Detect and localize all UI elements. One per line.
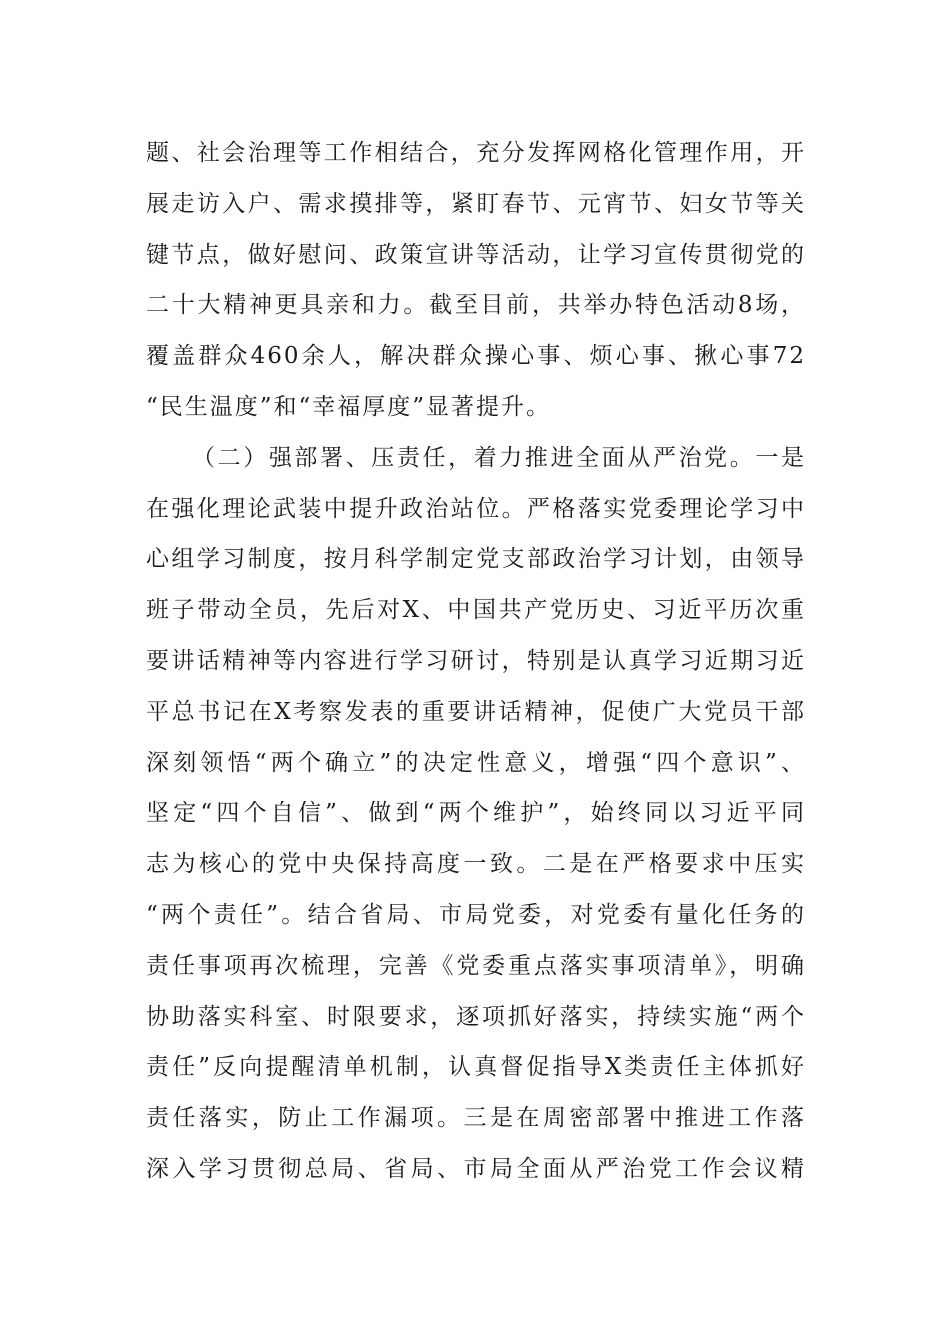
body-text xyxy=(146,128,806,1195)
text-line: 责任”反向提醒清单机制，认真督促指导X类责任主体抓好 xyxy=(146,1054,806,1081)
text-line: 覆盖群众460余人，解决群众操心事、烦心事、揪心事72 xyxy=(146,343,806,370)
text-line: 深刻领悟“两个确立”的决定性意义，增强“四个意识”、 xyxy=(146,749,806,776)
text-line: 志为核心的党中央保持高度一致。二是在严格要求中压实 xyxy=(146,851,806,878)
text-line: 二十大精神更具亲和力。截至目前，共举办特色活动8场， xyxy=(146,292,806,319)
text-line: 坚定“四个自信”、做到“两个维护”，始终同以习近平同 xyxy=(146,800,806,827)
text-line: 平总书记在X考察发表的重要讲话精神，促使广大党员干部 xyxy=(146,698,806,725)
text-line: 责任事项再次梳理，完善《党委重点落实事项清单》，明确 xyxy=(146,952,806,979)
text-line: 深入学习贯彻总局、省局、市局全面从严治党工作会议精 xyxy=(146,1155,806,1182)
text-line: 要讲话精神等内容进行学习研讨，特别是认真学习近期习近 xyxy=(146,647,806,674)
text-line: “民生温度”和“幸福厚度”显著提升。 xyxy=(146,393,552,420)
text-line: 心组学习制度，按月科学制定党支部政治学习计划，由领导 xyxy=(146,546,806,573)
text-line: 班子带动全员，先后对X、中国共产党历史、习近平历次重 xyxy=(146,597,806,624)
text-line: 题、社会治理等工作相结合，充分发挥网格化管理作用，开 xyxy=(146,140,806,166)
text-line: 责任落实，防止工作漏项。三是在周密部署中推进工作落 xyxy=(146,1105,806,1132)
text-line: 键节点，做好慰问、政策宣讲等活动，让学习宣传贯彻党的 xyxy=(146,241,806,268)
text-line: 协助落实科室、时限要求，逐项抓好落实，持续实施“两个 xyxy=(146,1003,806,1030)
text-line: 展走访入户、需求摸排等，紧盯春节、元宵节、妇女节等关 xyxy=(146,190,806,217)
text-line: 在强化理论武装中提升政治站位。严格落实党委理论学习中 xyxy=(146,495,806,522)
paragraph-heading-line: （二）强部署、压责任，着力推进全面从严治党。一是 xyxy=(192,444,806,471)
text-line: “两个责任”。结合省局、市局党委，对党委有量化任务的 xyxy=(146,901,806,928)
